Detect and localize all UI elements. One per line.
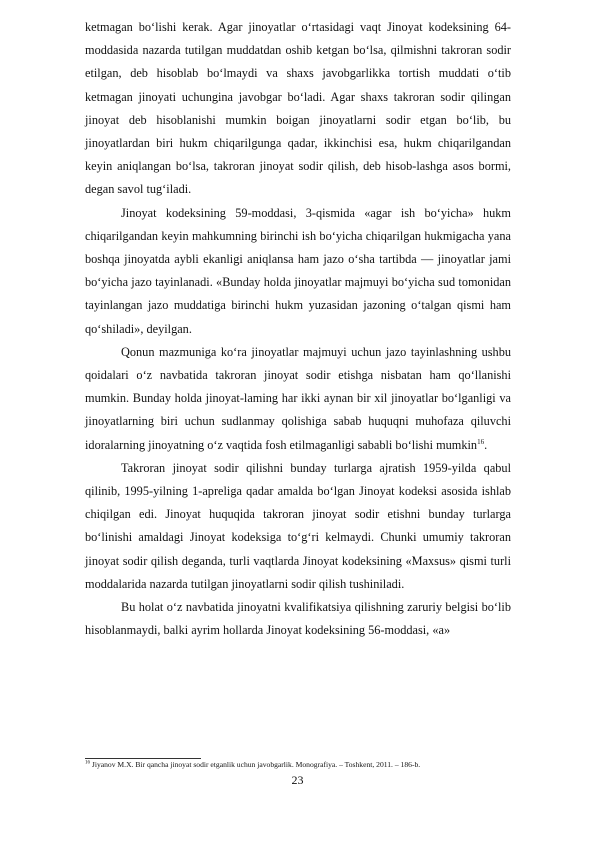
footnote-text: Jiyanov M.X. Bir qancha jinoyat sodir etganlik uchun javobgarlik. Monografiya. – Toshkent, 2011. – 186-b. <box>90 760 421 769</box>
footnote-separator <box>85 758 201 759</box>
paragraph-3-text: Qonun mazmuniga ko‘ra jinoyatlar majmuyi uchun jazo tayinlashning ushbu qoidalari o‘z navbatida takroran jinoyat sodir etishga nisbatan ham qo‘llanishi mumkin. Bunday holda jinoyat-laming har ikki aynan bir xil jinoyatlar bo‘lganligi va jinoyatlarning biri uchun sudlanmay qolishiga sabab huquqni muhofaza qiluvchi idoralarning jinoyatning o‘z vaqtida fosh etilmaganligi sababli bo‘lishi mumkin <box>85 344 511 452</box>
paragraph-5: Bu holat o‘z navbatida jinoyatni kvalifikatsiya qilishning zaruriy belgisi bo‘lib hisoblanmaydi, balki ayrim hollarda Jinoyat kodeksining 56-moddasi, «a» <box>85 600 511 638</box>
paragraph-4: Takroran jinoyat sodir qilishni bunday turlarga ajratish 1959-yilda qabul qilinib, 1995-yilning 1-apreliga qadar amalda bo‘lgan Jinoyat kodeksi asosida ishlab chiqilgan edi. Jinoyat huquqida takroran jinoyat sodir etishni bunday turlarga bo‘linishi amaldagi Jinoyat kodeksiga to‘g‘ri kelmaydi. Chunki umumiy takroran jinoyat sodir qilish deganda, turli vaqtlarda Jinoyat kodeksining «Maxsus» qismi turli moddalarida nazarda tutilgan jinoyatlarni sodir qilish tushiniladi. <box>85 460 511 591</box>
body-text <box>85 16 511 642</box>
paragraph-1: ketmagan bo‘lishi kerak. Agar jinoyatlar o‘rtasidagi vaqt Jinoyat kodeksining 64-moddasida nazarda tutilgan muddatdan oshib ketgan bo‘lsa, qilmishni takroran sodir etilgan, deb hisoblab bo‘lmaydi va shaxs javobgarlikka tortish muddati o‘tib ketmagan jinoyati uchungina javobgar bo‘ladi. Agar shaxs takroran sodir qilingan jinoyat deb hisoblanishi mumkin boigan jinoyatlarni sodir etgan bo‘lib, bu jinoyatlardan biri hukm chiqarilgunga qadar, ikkinchisi esa, hukm chiqarilgandan keyin aniqlangan bo‘lsa, takroran jinoyat sodir qilish, deb hisob-lashga asos bormi, degan savol tug‘iladi. <box>85 20 511 197</box>
page-number: 23 <box>291 773 304 787</box>
paragraph-2: Jinoyat kodeksining 59-moddasi, 3-qismida «agar ish bo‘yicha» hukm chiqarilgandan keyin mahkumning birinchi ish bo‘yicha chiqarilgan hukmigacha yana boshqa jinoyatda aybli ekanligi aniqlansa ham jazo o‘sha tartibda — jinoyatlar jami bo‘yicha jazo tayinlanadi. «Bunday holda jinoyatlar majmuyi bo‘yicha sud tomonidan tayinlangan jazo muddatiga birinchi hukm yuzasidan jazoning o‘talgan qismi ham qo‘shiladi», deyilgan. <box>85 205 511 336</box>
footnote <box>85 760 515 770</box>
footnote-reference[interactable]: 16 <box>477 437 485 446</box>
footnote-number: 16 <box>85 760 90 766</box>
paragraph-3 <box>85 341 511 457</box>
paragraph-3-end: . <box>484 437 488 452</box>
